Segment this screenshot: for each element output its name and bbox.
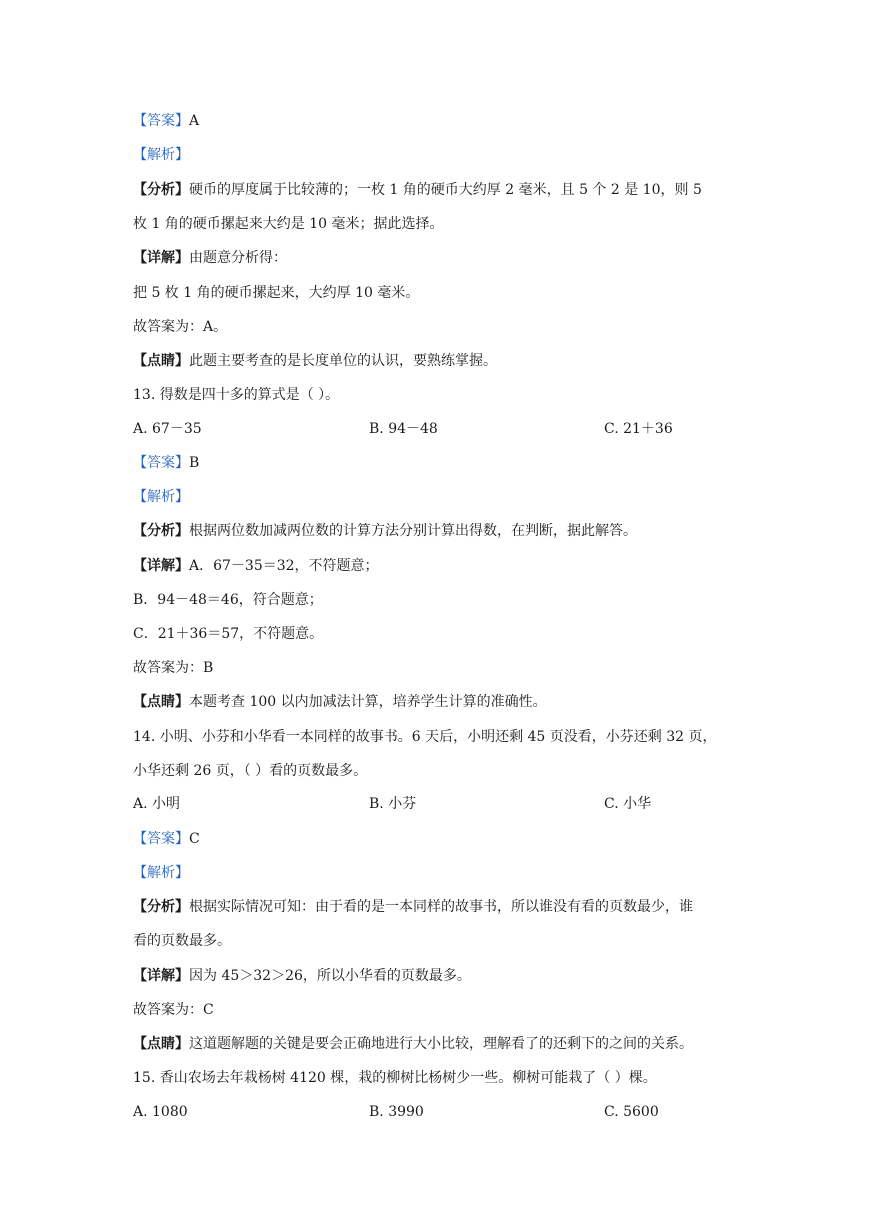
q15-option-c: C. 5600 bbox=[604, 1104, 659, 1120]
dianjing-line: 【点睛】此题主要考查的是长度单位的认识，要熟练掌握。 bbox=[133, 353, 497, 369]
q15-option-b: B. 3990 bbox=[369, 1104, 424, 1120]
q14-option-c: C. 小华 bbox=[604, 796, 652, 812]
fenxi-line: 【分析】硬币的厚度属于比较薄的；一枚 1 角的硬币大约厚 2 毫米，且 5 个 2 是 10，则 5 bbox=[133, 182, 702, 198]
q14-option-a: A. 小明 bbox=[133, 796, 181, 812]
conclusion-line: 故答案为：B bbox=[133, 660, 214, 676]
text-line: 枚 1 角的硬币摞起来大约是 10 毫米；据此选择。 bbox=[133, 216, 444, 232]
analysis-heading: 【解析】 bbox=[133, 489, 189, 505]
xiangjie-line: 【详解】由题意分析得： bbox=[133, 250, 287, 266]
text-line: C．21＋36＝57，不符题意。 bbox=[133, 626, 324, 642]
question-14: 14. 小明、小芬和小华看一本同样的故事书。6 天后，小明还剩 45 页没看，小芬还剩 32 页， bbox=[133, 729, 717, 745]
text-line: B．94－48＝46，符合题意； bbox=[133, 592, 323, 608]
xiangjie-line: 【详解】A．67－35＝32，不符题意； bbox=[133, 558, 379, 574]
conclusion-line: 故答案为：A。 bbox=[133, 319, 228, 335]
q13-option-a: A. 67－35 bbox=[133, 421, 202, 437]
q13-option-b: B. 94－48 bbox=[369, 421, 438, 437]
answer-line: 【答案】A bbox=[133, 113, 200, 129]
q13-option-c: C. 21＋36 bbox=[604, 421, 673, 437]
question-13: 13. 得数是四十多的算式是（ ）。 bbox=[133, 387, 340, 403]
question-15: 15. 香山农场去年栽杨树 4120 棵，栽的柳树比杨树少一些。柳树可能栽了（ ）棵。 bbox=[133, 1070, 657, 1086]
text-line: 把 5 枚 1 角的硬币摞起来，大约厚 10 毫米。 bbox=[133, 285, 420, 301]
answer-line: 【答案】C bbox=[133, 831, 200, 847]
q15-option-a: A. 1080 bbox=[133, 1104, 188, 1120]
answer-line: 【答案】B bbox=[133, 455, 200, 471]
xiangjie-line: 【详解】因为 45＞32＞26，所以小华看的页数最多。 bbox=[133, 968, 471, 984]
q14-option-b: B. 小芬 bbox=[369, 796, 417, 812]
fenxi-line: 【分析】根据两位数加减两位数的计算方法分别计算出得数，在判断，据此解答。 bbox=[133, 523, 637, 539]
conclusion-line: 故答案为：C bbox=[133, 1002, 214, 1018]
text-line: 看的页数最多。 bbox=[133, 933, 231, 949]
fenxi-line: 【分析】根据实际情况可知：由于看的是一本同样的故事书，所以谁没有看的页数最少，谁 bbox=[133, 899, 693, 915]
dianjing-line: 【点睛】这道题解题的关键是要会正确地进行大小比较，理解看了的还剩下的之间的关系。 bbox=[133, 1036, 693, 1052]
analysis-heading: 【解析】 bbox=[133, 865, 189, 881]
analysis-heading: 【解析】 bbox=[133, 147, 189, 163]
question-14-cont: 小华还剩 26 页，（ ）看的页数最多。 bbox=[133, 763, 368, 779]
dianjing-line: 【点睛】本题考查 100 以内加减法计算，培养学生计算的准确性。 bbox=[133, 694, 547, 710]
